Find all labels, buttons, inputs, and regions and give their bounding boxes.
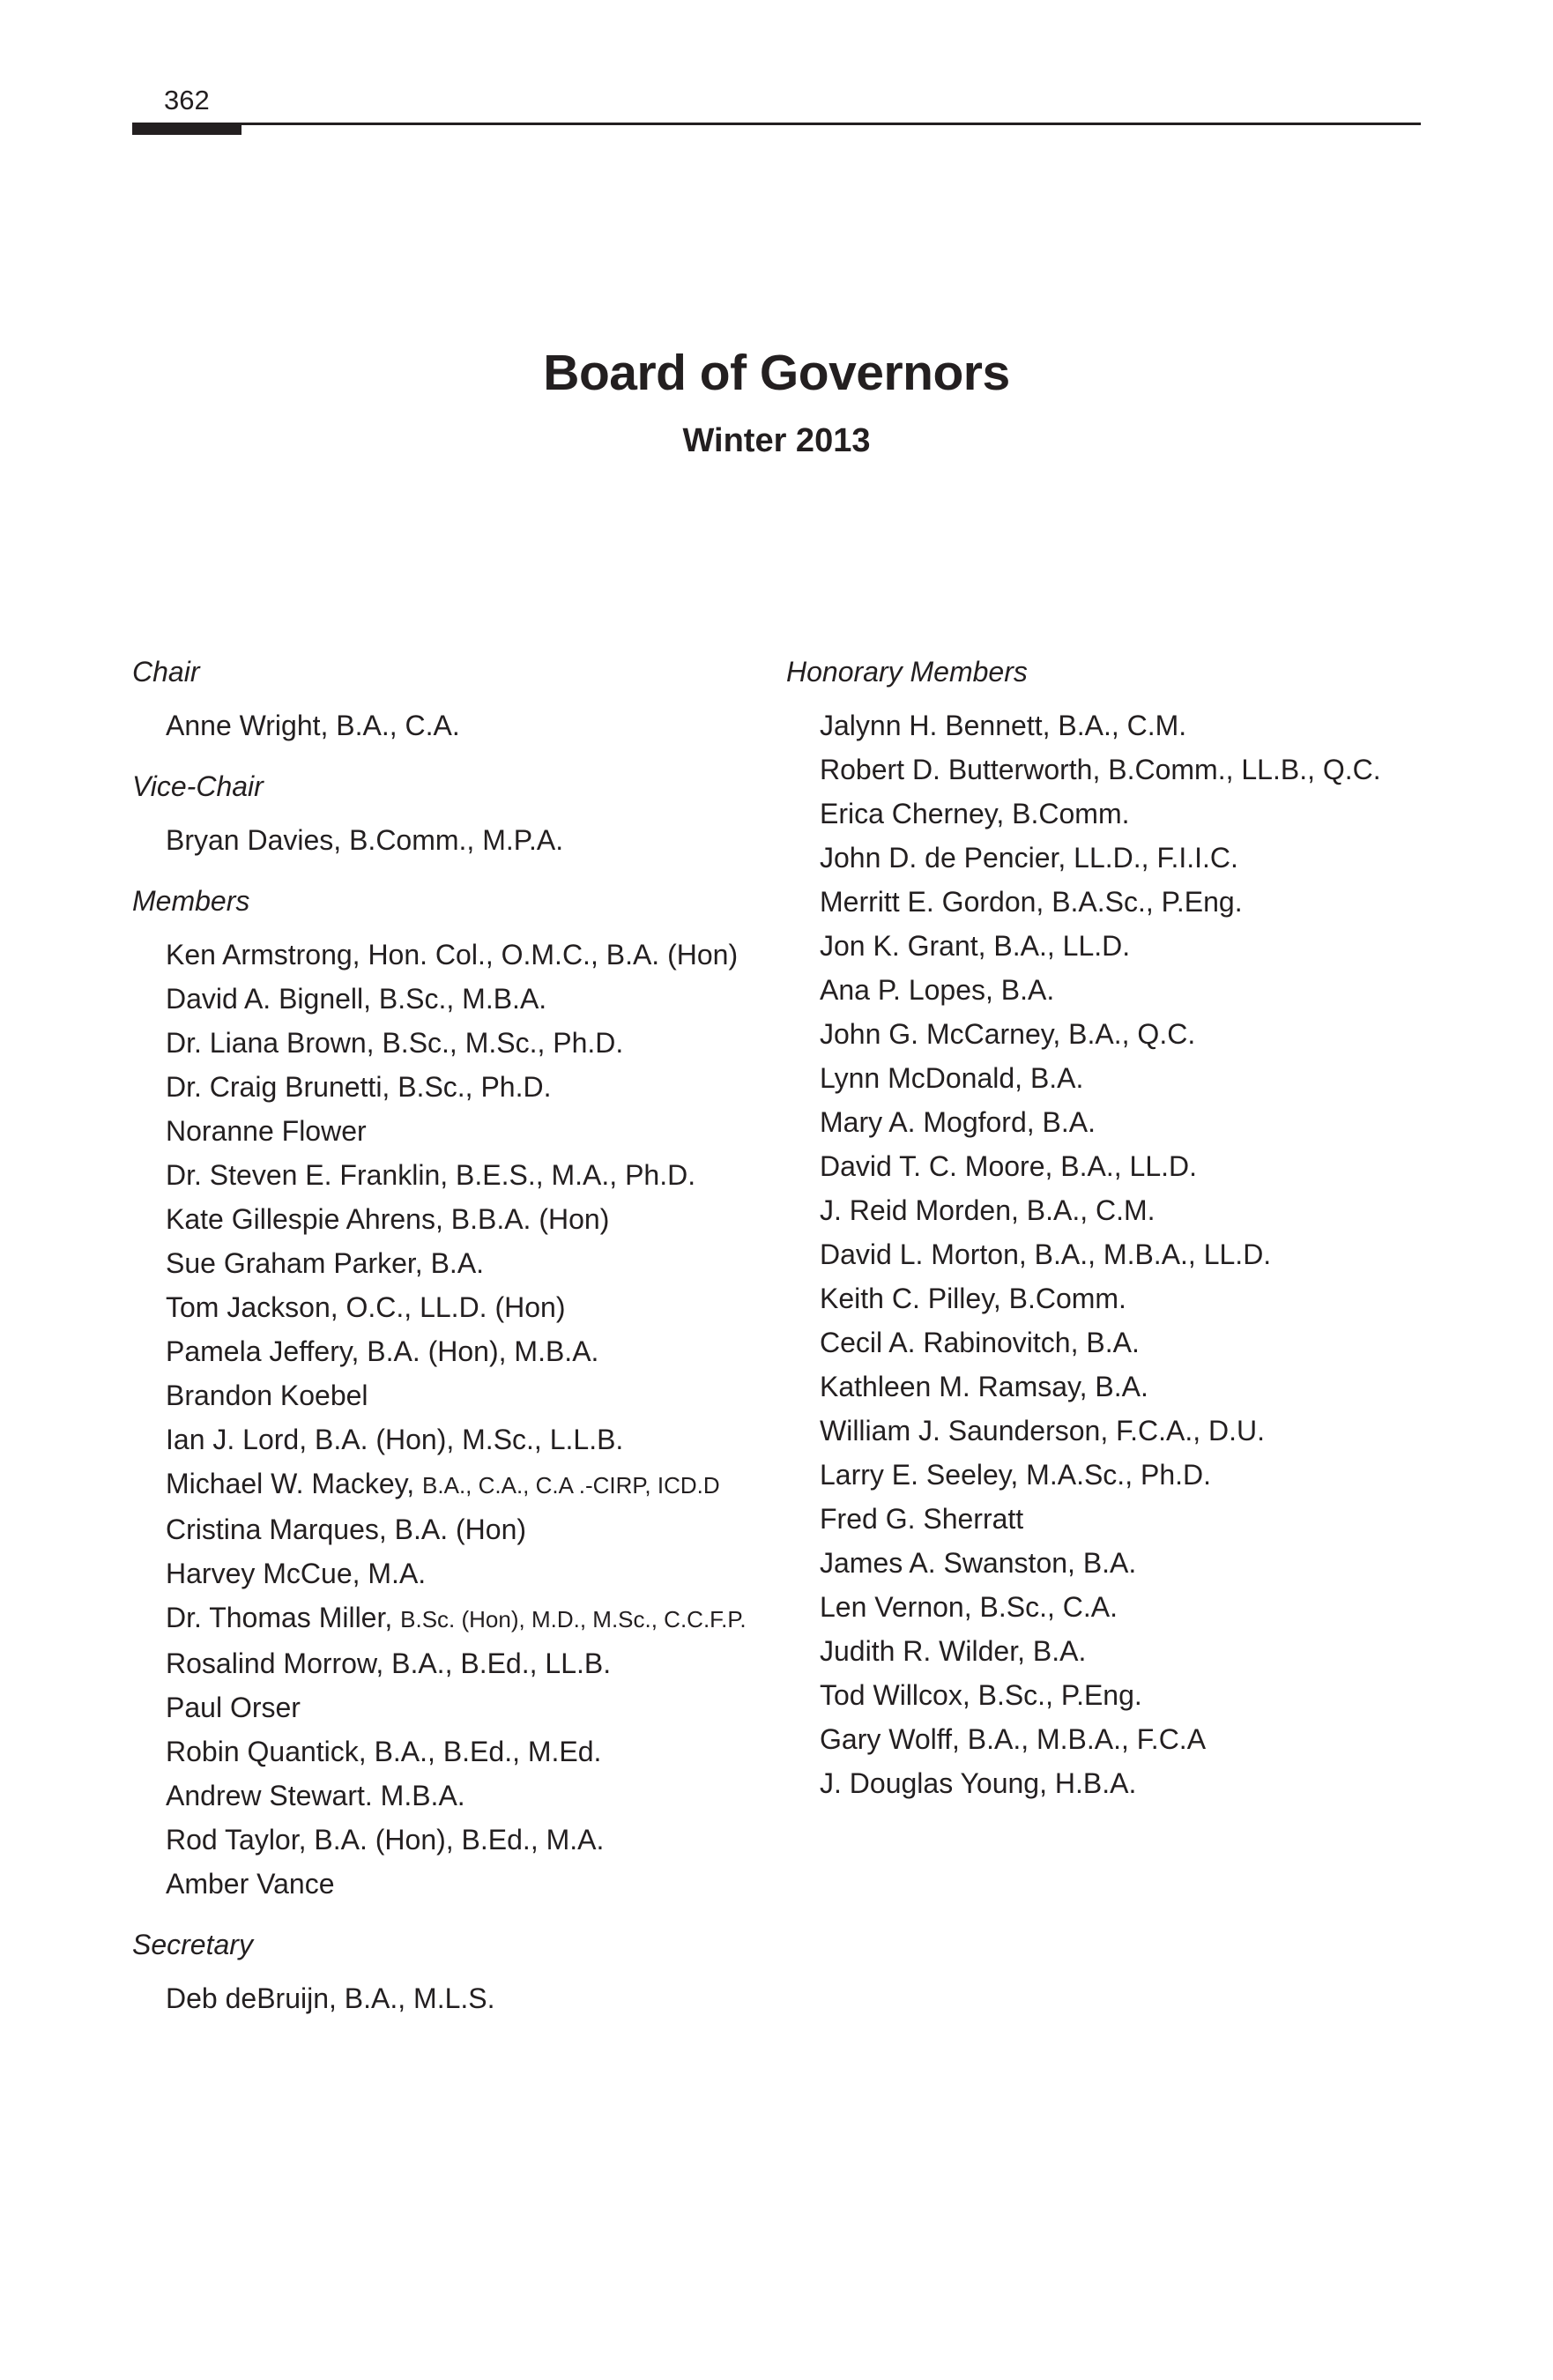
list-item: Jon K. Grant, B.A., LL.D. [820, 930, 1131, 962]
list-item-mackey [166, 1461, 767, 1507]
members-list [132, 933, 767, 1906]
list-item: David T. C. Moore, B.A., LL.D. [820, 1150, 1198, 1182]
section-heading-chair: Chair [132, 656, 200, 688]
list-item: Robert D. Butterworth, B.Comm., LL.B., Q.C. [820, 754, 1381, 785]
chair-section [132, 652, 767, 747]
list-item: Anne Wright, B.A., C.A. [166, 710, 460, 741]
list-item: Dr. Steven E. Franklin, B.E.S., M.A., Ph.D. [166, 1159, 696, 1191]
list-item: Keith C. Pilley, B.Comm. [820, 1283, 1126, 1314]
honorary-members-section [786, 652, 1421, 1805]
list-item: Len Vernon, B.Sc., C.A. [820, 1591, 1118, 1623]
list-item: Harvey McCue, M.A. [166, 1558, 427, 1589]
list-item: Ian J. Lord, B.A. (Hon), M.Sc., L.L.B. [166, 1424, 624, 1455]
list-item: Brandon Koebel [166, 1380, 368, 1411]
list-item: David A. Bignell, B.Sc., M.B.A. [166, 983, 547, 1015]
list-item: John D. de Pencier, LL.D., F.I.I.C. [820, 842, 1238, 874]
member-credentials: B.A., C.A., C.A .-CIRP, ICD.D [422, 1472, 720, 1499]
list-item: Fred G. Sherratt [820, 1503, 1024, 1535]
right-column [786, 652, 1421, 1825]
list-item: Gary Wolff, B.A., M.B.A., F.C.A [820, 1723, 1207, 1755]
list-item: Ana P. Lopes, B.A. [820, 974, 1055, 1006]
section-heading-secretary: Secretary [132, 1929, 253, 1960]
list-item: Amber Vance [166, 1868, 335, 1900]
list-item-miller [166, 1595, 767, 1641]
section-heading-vice-chair: Vice-Chair [132, 770, 264, 802]
list-item: William J. Saunderson, F.C.A., D.U. [820, 1415, 1266, 1447]
list-item: Merritt E. Gordon, B.A.Sc., P.Eng. [820, 886, 1243, 918]
chair-list [132, 703, 767, 747]
member-credentials: B.Sc. (Hon), M.D., M.Sc., C.C.F.P. [400, 1606, 747, 1633]
list-item: James A. Swanston, B.A. [820, 1547, 1137, 1579]
list-item: Erica Cherney, B.Comm. [820, 798, 1130, 829]
list-item: Ken Armstrong, Hon. Col., O.M.C., B.A. (Hon) [166, 939, 739, 971]
page-subtitle: Winter 2013 [682, 422, 871, 459]
vice-chair-section [132, 767, 767, 862]
list-item: J. Reid Morden, B.A., C.M. [820, 1194, 1155, 1226]
list-item: Andrew Stewart. M.B.A. [166, 1780, 465, 1811]
list-item: Jalynn H. Bennett, B.A., C.M. [820, 710, 1187, 741]
list-item: Noranne Flower [166, 1115, 367, 1147]
list-item: Bryan Davies, B.Comm., M.P.A. [166, 824, 564, 856]
list-item: Larry E. Seeley, M.A.Sc., Ph.D. [820, 1459, 1211, 1491]
list-item: John G. McCarney, B.A., Q.C. [820, 1018, 1196, 1050]
list-item: Rod Taylor, B.A. (Hon), B.Ed., M.A. [166, 1824, 605, 1856]
secretary-section [132, 1925, 767, 2020]
honorary-members-list [786, 703, 1421, 1805]
list-item: J. Douglas Young, H.B.A. [820, 1767, 1137, 1799]
header-rule [132, 123, 1421, 125]
list-item: Lynn McDonald, B.A. [820, 1062, 1084, 1094]
list-item: Paul Orser [166, 1692, 301, 1723]
list-item: Tom Jackson, O.C., LL.D. (Hon) [166, 1291, 566, 1323]
section-heading-honorary-members: Honorary Members [786, 656, 1028, 688]
list-item: Mary A. Mogford, B.A. [820, 1106, 1096, 1138]
member-name: Dr. Thomas Miller, [166, 1602, 393, 1633]
list-item: Sue Graham Parker, B.A. [166, 1247, 485, 1279]
list-item: Pamela Jeffery, B.A. (Hon), M.B.A. [166, 1335, 599, 1367]
page-number: 362 [164, 85, 210, 115]
list-item: Rosalind Morrow, B.A., B.Ed., LL.B. [166, 1647, 612, 1679]
list-item: Deb deBruijn, B.A., M.L.S. [166, 1982, 495, 2014]
section-heading-members: Members [132, 885, 250, 917]
member-name: Michael W. Mackey, [166, 1468, 415, 1499]
list-item: Dr. Craig Brunetti, B.Sc., Ph.D. [166, 1071, 552, 1103]
list-item: Judith R. Wilder, B.A. [820, 1635, 1087, 1667]
list-item: Tod Willcox, B.Sc., P.Eng. [820, 1679, 1142, 1711]
list-item: Kathleen M. Ramsay, B.A. [820, 1371, 1148, 1402]
members-section [132, 881, 767, 1906]
vice-chair-list [132, 818, 767, 862]
list-item: Robin Quantick, B.A., B.Ed., M.Ed. [166, 1736, 602, 1767]
list-item: David L. Morton, B.A., M.B.A., LL.D. [820, 1238, 1272, 1270]
list-item: Dr. Liana Brown, B.Sc., M.Sc., Ph.D. [166, 1027, 624, 1059]
left-column [132, 652, 767, 2040]
header-tab-marker [132, 125, 241, 135]
list-item: Cristina Marques, B.A. (Hon) [166, 1514, 527, 1545]
secretary-list [132, 1976, 767, 2020]
list-item: Kate Gillespie Ahrens, B.B.A. (Hon) [166, 1203, 610, 1235]
page-title: Board of Governors [543, 345, 1010, 401]
list-item: Cecil A. Rabinovitch, B.A. [820, 1327, 1140, 1358]
